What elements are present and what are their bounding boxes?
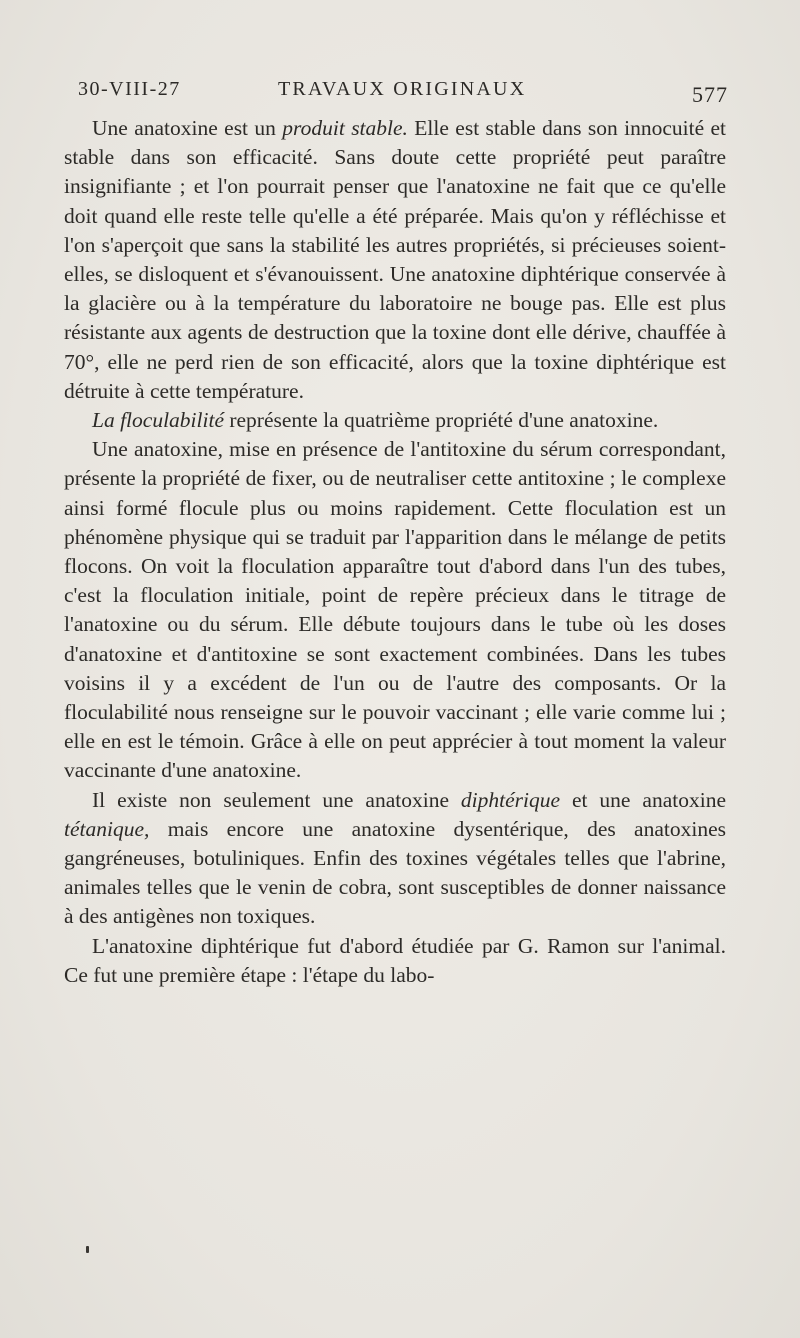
body-text [64,114,726,990]
header-section-title: TRAVAUX ORIGINAUX [278,78,527,100]
header-date: 30-VIII-27 [78,78,181,100]
text-run: Elle est stable dans son innocuité et stable dans son efficacité. Sans doute cette propriété peut paraître insignifiante ; et l'on pourrait penser que l'anatoxine ne fait que ce qu'elle doit quand elle reste telle qu'elle a été préparée. Mais qu'on y réfléchisse et l'on s'aperçoit que sans la stabilité les autres propriétés, si précieuses soient-elles, se disloquent et s'évanouissent. Une anatoxine diphtérique conservée à la glacière ou à la température du laboratoire ne bouge pas. Elle est plus résistante aux agents de destruction que la toxine dont elle dérive, chauffée à 70°, elle ne perd rien de son efficacité, alors que la toxine diphtérique est détruite à cette température. [64,116,727,403]
paragraph-ramon: L'anatoxine diphtérique fut d'abord étudiée par G. Ramon sur l'animal. Ce fut une première étape : l'étape du labo- [64,933,726,987]
text-run: représente la quatrième propriété d'une anatoxine. [223,408,659,433]
ink-speck [86,1246,89,1253]
italic-term: tétanique, [64,816,150,841]
text-run: Une anatoxine est un [92,116,283,140]
running-header [78,74,728,108]
italic-term: La floculabilité [92,408,224,433]
paragraph-floculation: Une anatoxine, mise en présence de l'antitoxine du sérum correspondant, présente la propriété de fixer, ou de neutraliser cette antitoxine ; le complexe ainsi formé flocule plus ou moins rapidement. Cette floculation est un phénomène physique qui se traduit par l'apparition dans le mélange de petits flocons. On voit la floculation apparaître tout d'abord dans l'un des tubes, c'est la floculation initiale, point de repère précieux dans le titrage de l'anatoxine ou du sérum. Elle débute toujours dans le tube où les doses d'anatoxine et d'antitoxine se sont exactement combinées. Dans les tubes voisins il y a excédent de l'un ou de l'autre des composants. Or la floculabilité nous renseigne sur le pouvoir vaccinant ; elle varie comme lui ; elle en est le témoin. Grâce à elle on peut apprécier à tout moment la valeur vaccinante d'une anatoxine. [64,437,726,783]
text-run: Il existe non seulement une anatoxine [92,787,461,812]
paragraph-stability [64,114,726,406]
paragraph-floculability-intro [64,406,726,435]
italic-term: produit stable. [282,116,408,140]
paragraph-anatoxin-types [64,786,726,932]
italic-term: diphtérique [460,787,561,812]
page-number: 577 [692,82,728,107]
text-run: et une anatoxine [560,787,726,812]
text-run: mais encore une anatoxine dysentérique, des anatoxines gangréneuses, botuliniques. Enfin des toxines végétales telles que l'abrine, animales telles que le venin de cobra, sont susceptibles de donner naissance à des antigènes non toxiques. [64,816,726,929]
